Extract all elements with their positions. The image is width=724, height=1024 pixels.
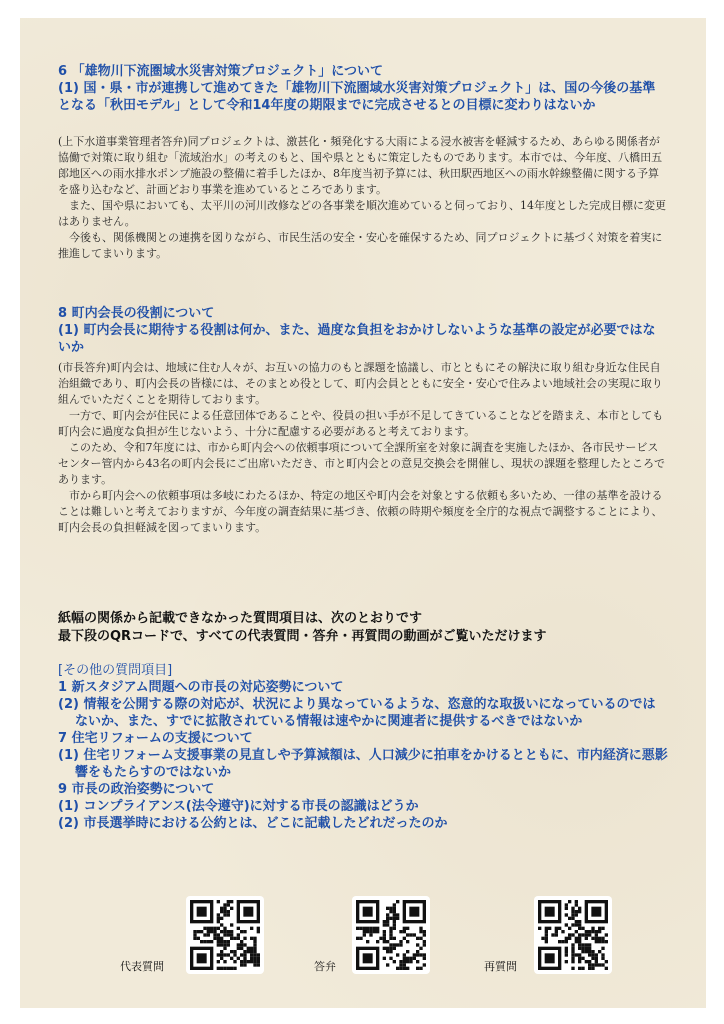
qr-code-icon <box>190 900 260 970</box>
qr-label-requestion: 再質問 <box>484 960 517 973</box>
qr-label-answer: 答弁 <box>314 960 336 973</box>
section8-answer-p4: 市から町内会への依頼事項は多岐にわたるほか、特定の地区や町内会を対象とする依頼も多いため、一律の基準を設けることは難しいと考えておりますが、今年度の調査結果に基づき、依頼の時期や頻度を全庁的な視点で調整することにより、町内会長の負担軽減を図ってまいります。 <box>58 489 663 534</box>
qr-code-answer[interactable] <box>352 896 430 974</box>
section8-answer-p1: (市長答弁)町内会は、地域に住む人々が、お互いの協力のもと課題を協議し、市とともにその解決に取り組む身近な住民自治組織であり、町内会長の皆様には、そのまとめ役として、町内会員とともに安全・安心で住みよい地域社会の実現に取り組んでいただくことを期待しております。 <box>58 361 663 406</box>
section8-question: (1) 町内会長に期待する役割は何か、また、過度な負担をおかけしないような基準の設定が必要ではないか <box>58 323 656 355</box>
other-item: (2) 市長選挙時における公約とは、どこに記載したどれだったのか <box>58 816 448 831</box>
notice <box>58 610 668 646</box>
qr-label-question: 代表質問 <box>120 960 164 973</box>
qr-code-requestion[interactable] <box>534 896 612 974</box>
section8-answer-p3: このため、令和7年度には、市から町内会への依頼事項について全課所室を対象に調査を実施したほか、各市民サービスセンター管内から43名の町内会長にご出席いただき、市と町内会との意見交換会を開催し、現状の課題を整理したところであります。 <box>58 441 666 486</box>
section6-answer-p2: また、国や県においても、太平川の河川改修などの各事業を順次進めていると伺っており、14年度とした完成目標に変更はありません。 <box>58 199 666 228</box>
qr-code-icon <box>356 900 426 970</box>
section8-answer <box>58 360 668 536</box>
other-heading: [その他の質問項目] <box>58 663 173 678</box>
section8-answer-p2: 一方で、町内会が住民による任意団体であることや、役員の担い手が不足してきていることなどを踏まえ、本市としても町内会に過度な負担が生じないよう、十分に配慮する必要があると考えております。 <box>58 409 664 438</box>
qr-code-icon <box>538 900 608 970</box>
section6-question: (1) 国・県・市が連携して進めてきた「雄物川下流圏域水災害対策プロジェクト」は、国の今後の基準となる「秋田モデル」として令和14年度の期限までに完成させるとの目標に変わりはないか <box>58 81 656 113</box>
other-questions <box>58 662 668 832</box>
notice-line2: 最下段のQRコードで、すべての代表質問・答弁・再質問の動画がご覧いただけます <box>58 629 547 644</box>
other-item: 7 住宅リフォームの支援について <box>58 731 253 746</box>
section6-answer <box>58 134 668 262</box>
section8-title: 8 町内会長の役割について <box>58 306 215 321</box>
other-item: 1 新スタジアム問題への市長の対応姿勢について <box>58 680 344 695</box>
notice-line1: 紙幅の関係から記載できなかった質問項目は、次のとおりです <box>58 611 423 626</box>
other-item: (2) 情報を公開する際の対応が、状況により異なっているような、恣意的な取扱いになっているのではないか、また、すでに拡散されている情報は速やかに関連者に提供するべきではないか <box>58 697 656 729</box>
other-item: 9 市長の政治姿勢について <box>58 782 215 797</box>
section6-title: 6 「雄物川下流圏域水災害対策プロジェクト」について <box>58 64 384 79</box>
section6-answer-p3: 今後も、関係機関との連携を図りながら、市民生活の安全・安心を確保するため、同プロジェクトに基づく対策を着実に推進してまいります。 <box>58 231 663 260</box>
other-item: (1) コンプライアンス(法令遵守)に対する市長の認識はどうか <box>58 799 419 814</box>
section6-answer-p1: (上下水道事業管理者答弁)同プロジェクトは、激甚化・頻発化する大雨による浸水被害を軽減するため、あらゆる関係者が協働で対策に取り組む「流域治水」の考えのもと、国や県とともに策定したものであります。本市では、今年度、八橋田五郎地区への雨水排水ポンプ施設の整備に着手したほか、8年度当初予算には、秋田駅西地区への雨水幹線整備に関する予算を盛り込むなど、計画どおり事業を進めているところであります。 <box>58 135 663 196</box>
other-item: (1) 住宅リフォーム支援事業の見直しや予算減額は、人口減少に拍車をかけるとともに、市内経済に悪影響をもたらすのではないか <box>58 748 668 780</box>
qr-code-question[interactable] <box>186 896 264 974</box>
